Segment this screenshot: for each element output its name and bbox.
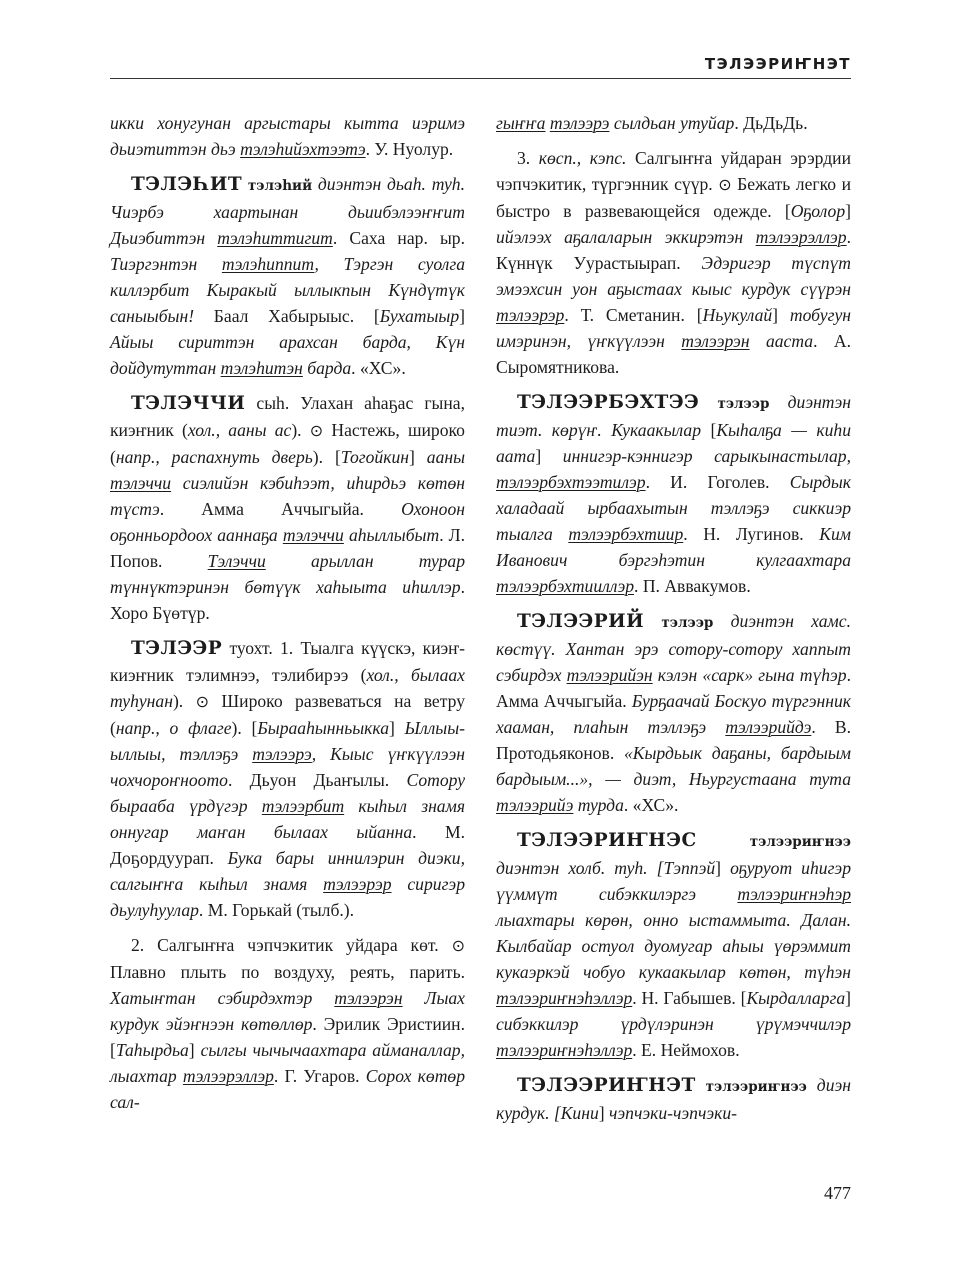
dictionary-entry — [496, 827, 851, 1063]
text-run: ] — [389, 718, 405, 738]
text-run: Оҕолор — [790, 201, 846, 221]
text-run: диэнтэн холб. туһ. [ — [496, 858, 664, 878]
text-run: . «ХС». — [351, 358, 406, 378]
text-run: тэлэһиттигит — [217, 228, 333, 248]
text-run: тэлээрбит — [261, 796, 345, 816]
text-run: тэлээрэр — [496, 305, 565, 325]
text-run: ). [ — [231, 718, 258, 738]
text-run: Широко развеваться на ветру ( — [110, 691, 465, 738]
dictionary-entry — [110, 171, 465, 381]
left-column — [110, 110, 465, 1124]
text-run: тэлээрэ — [252, 744, 312, 764]
text-run: кыһыл знамя оннугар маҥан былаах ыйанна — [110, 796, 465, 842]
text-run: Ким Иванович бэргэһэтин кулгаахтара — [496, 524, 851, 570]
text-run: тэлээриҥнэһэллэр — [496, 988, 633, 1008]
text-run: Тэлэччи — [207, 551, 266, 571]
text-run: гыҥҥа — [496, 113, 546, 133]
text-run: . Н. Лугинов. — [683, 524, 820, 544]
text-run: Айыы сириттэн арахсан барда, Күн дойдутуттан — [110, 332, 465, 378]
text-run: 2. Салгыҥҥа чэпчэкитик уйдара көт. — [131, 935, 452, 955]
headword: ТЭЛЭЧЧИ — [131, 393, 246, 414]
text-run: . Н. Габышев. [ — [632, 988, 747, 1008]
text-run: диэнтэн дьаһ. туһ. Чиэрбэ хаартынан дьиибэлээҥҥит Дьиэбиттэн — [110, 174, 465, 248]
text-run: турда — [573, 795, 624, 815]
headword: ТЭЛЭЭРИҤНЭС — [517, 830, 697, 851]
dictionary-entry — [496, 389, 851, 599]
dictionary-entry — [110, 390, 465, 626]
text-run: Ньукулай — [702, 305, 773, 325]
text-run: Лыах курдук эйэҥнээн көтөллөр — [110, 988, 465, 1034]
text-run: «Кырдьык даҕаны, бардыым бардыым...», — диэт, Ньургустаана тута — [496, 743, 851, 789]
text-run: . Эрилик Эристиин. [ — [110, 1014, 465, 1060]
translation-marker-icon: ⊙ — [195, 692, 210, 711]
text-run: Бухатыыр — [379, 306, 460, 326]
text-run: , Кыыс үҥкүүлээн чохчороҥноото — [110, 744, 465, 790]
text-run: . ДьДьДь. — [734, 113, 808, 133]
text-run: . Л. Попов. — [110, 525, 465, 571]
text-run: Хантан эрэ сотору-сотору хаппыт сэбирдэх — [496, 639, 852, 685]
headword: ТЭЛЭҺИТ — [131, 174, 243, 195]
text-run: лыахтары көрөн, онно ыстаммыта. Далан. — [496, 910, 851, 930]
dictionary-entry — [110, 635, 465, 923]
text-run: ааны — [426, 447, 466, 467]
text-run: . Дьуон Дьаҥылы. — [227, 770, 407, 790]
page-number: 477 — [824, 1183, 851, 1203]
text-run: туохт. 1. Тыалга күүскэ, киэҥ-киэҥник тэлимнээ, тэлибирээ ( — [110, 638, 465, 685]
text-run: тэлээрэ — [549, 113, 610, 133]
text-run: Кырдалларга — [746, 988, 846, 1008]
text-run: Сырдык халадаай ырбаахытын тэллэҕэ сиккиэр тыалга — [496, 472, 851, 544]
text-run: Кини — [560, 1103, 599, 1123]
text-run: напр., о флаге — [115, 718, 232, 738]
text-run: сиригэр дьулуһуулар — [110, 874, 465, 920]
text-run: тэлээрэллэр — [755, 227, 847, 247]
text-run: Кукаакылар — [611, 420, 701, 440]
text-run: диэн курдук. [ — [496, 1075, 851, 1123]
text-run: . У. Нуолур. — [365, 139, 454, 159]
text-run: Баал Хабырыыс. [ — [194, 306, 380, 326]
text-run: ] — [845, 988, 851, 1008]
text-run: Плавно плыть по воздуху, реять, парить. — [110, 962, 465, 982]
text-run: оҕуруот иһигэр үүммүт сибэккилэргэ — [496, 858, 851, 904]
text-run: тэлээр — [661, 615, 714, 631]
dictionary-entry — [110, 932, 465, 1115]
text-run: тэлэччи — [110, 473, 172, 493]
text-run: икки хонугунан аргыстары кытта иэримэ дьиэтиттэн дьэ — [110, 113, 465, 159]
text-run: иннигэр-кэннигэр сарыкынастылар, — [562, 446, 851, 466]
translation-marker-icon: ⊙ — [309, 421, 324, 440]
text-run: ). — [291, 420, 310, 440]
text-run: Охоноон оҕонньордоох ааннаҕа — [110, 499, 465, 545]
text-run: тэлэһий — [247, 178, 313, 194]
text-run: ). [ — [312, 447, 341, 467]
text-run: тэлээрэн — [681, 331, 750, 351]
text-run: сибэккилэр үрдүлэринэн үрүмэччилэр — [496, 1014, 851, 1034]
text-run: тэлээрбэхтээтилэр — [496, 472, 646, 492]
text-run: ийэлээх аҕалаларын эккирэтэн — [496, 227, 756, 247]
text-run: . В. Протодьяконов. — [496, 717, 851, 763]
text-run: ] — [845, 201, 851, 221]
text-run: хол., былаах туһунан — [110, 665, 465, 711]
text-run: кэлэн «сарк» гына түһэр — [652, 665, 847, 685]
headword: ТЭЛЭЭРИЙ — [517, 611, 645, 632]
text-run: ] — [598, 1103, 610, 1123]
text-run: тэлээрийэ — [496, 795, 574, 815]
text-run: Сорох көтөр сал- — [110, 1066, 465, 1112]
text-run: тэлэччи — [282, 525, 344, 545]
dictionary-entry — [496, 608, 851, 818]
headword: ТЭЛЭЭРИҤНЭТ — [517, 1075, 696, 1096]
text-run: тэлэһиппит — [221, 254, 315, 274]
text-run: сыһ. Улахан аһаҕас гына, киэҥник ( — [110, 393, 465, 440]
text-run: диэнтэн хамс. көстүү. — [496, 611, 851, 659]
entry-continuation — [110, 110, 465, 162]
text-run: ] — [772, 305, 790, 325]
text-run: тэлээрбэхтииллэр — [496, 576, 635, 596]
text-run: Эдэригэр түспүт эмээхсин уон аҕыстаах кыыс курдук сүүрэн — [496, 253, 851, 299]
text-run: ] — [535, 446, 563, 466]
text-run: Тиэргэнтэн — [110, 254, 222, 274]
text-run: хол., ааны ас — [187, 420, 292, 440]
header-rule — [110, 78, 851, 79]
text-run: сиэлийэн кэбиһээт, иһирдьэ көтөн түстэ — [110, 473, 465, 519]
text-run: тэлээрэр — [323, 874, 392, 894]
text-run: ] — [715, 858, 731, 878]
text-run: . Т. Сметанин. [ — [564, 305, 703, 325]
right-column — [496, 110, 851, 1135]
text-run: . П. Аввакумов. — [634, 576, 751, 596]
text-run: Бука бары иннилэрин диэки, салгыҥҥа кыһыл знамя — [110, 848, 466, 894]
text-run: . М. Доҕордуурап. — [110, 822, 465, 868]
text-run: Бырааһынньыкка — [257, 718, 389, 738]
text-run: Бежать легко и быстро в развевающейся одежде. [ — [496, 174, 851, 221]
text-run: Ыллыы-ыллыы, тэллэҕэ — [110, 718, 466, 764]
translation-marker-icon: ⊙ — [718, 175, 732, 194]
text-run: , Тэргэн суолга киллэрбит Кыракый ыллыкпын Күндүтүк саныыбын! — [110, 254, 466, 326]
text-run: Настежь, широко ( — [110, 420, 465, 467]
dictionary-entry — [496, 145, 851, 380]
text-run: тэлээр — [717, 396, 770, 412]
text-run: тэлэһитэн — [220, 358, 303, 378]
text-run: ] — [409, 447, 427, 467]
text-run: . Хоро Бүөтүр. — [110, 577, 465, 623]
text-run: Кыһалҕа — киһи аата — [496, 420, 851, 466]
entry-continuation — [496, 110, 851, 136]
translation-marker-icon: ⊙ — [451, 936, 465, 955]
text-run: Кылбайар остуол дуомугар аһыы үөрэммит кукаэркэй чобуо кукаакылар көтөн, түһэн — [496, 936, 851, 982]
text-run: ааста — [749, 331, 814, 351]
text-run: тэлээриҥнээ — [705, 1079, 807, 1095]
text-run: тэлээриҥнэһэр — [737, 884, 851, 904]
text-run: тобугун имэринэн, үҥкүүлээн — [496, 305, 851, 351]
text-run: Салгыҥҥа уйдаран эрэрдии чэпчэкитик, түргэнник сүүр. — [496, 148, 852, 194]
text-run: тэлээрийэн — [566, 665, 653, 685]
text-run: тэлэһийэхтээтэ — [240, 139, 366, 159]
text-run: аһыллыбыт — [343, 525, 440, 545]
text-run: Сотору бырааба үрдүгэр — [110, 770, 465, 816]
text-run: Таһырдьа — [115, 1040, 189, 1060]
text-run: тэлээрийдэ — [725, 717, 812, 737]
text-run: арыллан турар түннүктэринэн бөтүүк хаһыыта иһиллэр — [110, 551, 466, 597]
text-run: . А. Сыромятникова. — [496, 331, 851, 377]
text-run: ] — [188, 1040, 201, 1060]
text-run: сылгы чычычаахтара айманаллар, лыахтар — [110, 1040, 465, 1086]
text-run: Тогойкин — [340, 447, 409, 467]
text-run: ). — [172, 691, 196, 711]
text-run: тэлээрэн — [334, 988, 403, 1008]
headword: ТЭЛЭЭР — [131, 638, 223, 659]
text-run: Тэппэй — [663, 858, 716, 878]
text-run: . И. Гоголев. — [645, 472, 790, 492]
text-run: көсп., кэпс. — [538, 148, 627, 168]
text-run: ] — [459, 306, 465, 326]
headword: ТЭЛЭЭРБЭХТЭЭ — [517, 392, 700, 413]
text-run: [ — [701, 420, 717, 440]
text-run: барда — [302, 358, 352, 378]
text-run: тэлээрбэхтиир — [568, 524, 684, 544]
dictionary-entry — [496, 1072, 851, 1126]
text-run: Бурҕаачай Боскуо түргэнник хааман, плаһын тэллэҕэ — [496, 691, 851, 737]
text-run: . М. Горькай (тылб.). — [198, 900, 355, 920]
text-run: . Амма Аччыгыйа. — [159, 499, 402, 519]
text-run: . «ХС». — [623, 795, 679, 815]
text-run: . Саха нар. ыр. — [332, 228, 465, 248]
text-run: 3. — [517, 148, 539, 168]
text-run: . Е. Неймохов. — [632, 1040, 740, 1060]
text-run: Хатыҥтан сэбирдэхтэр — [110, 988, 335, 1008]
text-run: чэпчэки-чэпчэки- — [609, 1103, 737, 1123]
text-run: тэлээриҥнээ — [749, 834, 851, 850]
text-run: . Г. Угаров. — [273, 1066, 366, 1086]
text-run: тэлээриҥнэһэллэр — [496, 1040, 633, 1060]
text-run: сылдьан утуйар — [609, 113, 735, 133]
text-run: . Күннүк Уурастыырап. — [496, 227, 851, 273]
text-run: . Амма Аччыгыйа. — [496, 665, 851, 711]
running-head: ТЭЛЭЭРИҤНЭТ — [704, 55, 851, 73]
text-run: напр., распахнуть дверь — [115, 447, 313, 467]
text-run: тэлээрэллэр — [182, 1066, 274, 1086]
text-run: диэнтэн тиэт. көрүҥ. — [496, 392, 851, 440]
